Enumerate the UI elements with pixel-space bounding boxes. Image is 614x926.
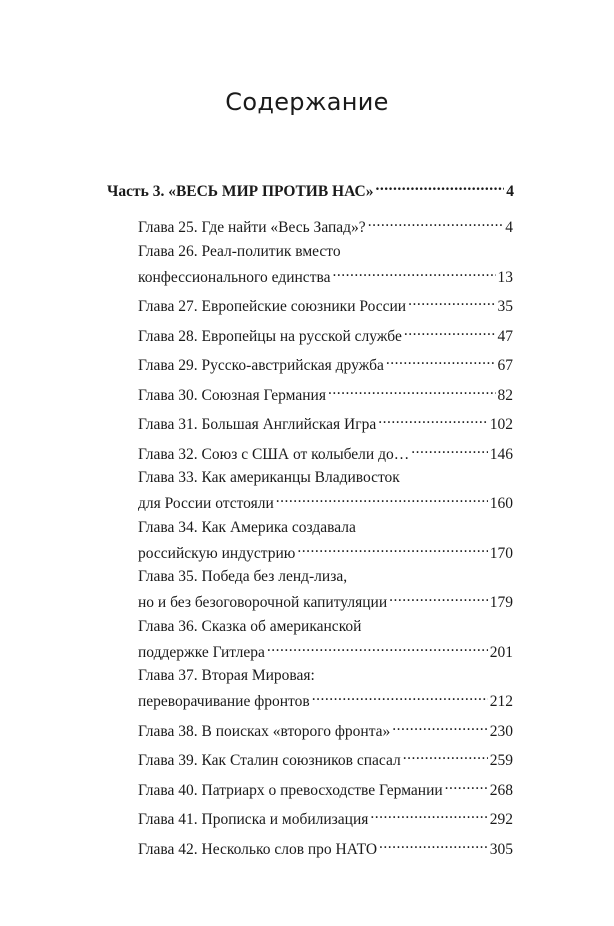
toc-entry-line [138,804,513,828]
part-title: Часть 3. «ВЕСЬ МИР ПРОТИВ НАС» [107,183,374,200]
toc-entry-line [138,488,513,512]
page-title: Содержание [225,88,389,116]
dot-leader [370,804,487,824]
chapter-title: но и без безоговорочной капитуляции [138,594,388,611]
dot-leader [445,775,488,795]
toc-entry-line [138,617,513,637]
toc-entry[interactable] [138,321,513,345]
chapter-title: Глава 37. Вторая Мировая: [138,667,315,684]
toc-entry[interactable] [138,804,513,828]
toc-entry-line [138,666,513,686]
dot-leader [404,321,496,341]
toc-entry-line [138,380,513,404]
toc-entry-line [138,834,513,858]
dot-leader [297,538,487,558]
chapter-title: российскую индустрию [138,544,296,562]
toc-entry[interactable] [138,380,513,404]
toc-entry-line [138,468,513,488]
chapter-title: Глава 27. Европейские союзники России [138,298,407,315]
page-number: 179 [489,594,513,611]
toc-entry[interactable] [138,350,513,374]
chapter-title: Глава 38. В поисках «второго фронта» [138,722,391,740]
toc-entry-line [138,350,513,374]
page-number: 47 [497,327,513,345]
dot-leader [332,262,495,282]
chapter-title: Глава 32. Союз с США от колыбели до… [138,445,410,463]
chapter-title: Глава 30. Союзная Германия [138,386,326,404]
toc-part-heading[interactable] [107,176,514,202]
toc-entry-line [138,686,513,710]
dot-leader [408,291,495,311]
dot-leader [389,587,488,607]
page-number: 212 [489,693,513,710]
page-number: 4 [506,183,514,200]
dot-leader [392,716,487,736]
dot-leader [312,686,488,706]
toc-entry[interactable] [138,409,513,433]
toc-entry[interactable] [138,518,513,562]
toc-entry-line [138,439,513,463]
dot-leader [267,637,488,657]
chapter-title: Глава 33. Как американцы Владивосток [138,469,400,486]
page-number: 13 [497,268,513,286]
chapter-title: Глава 28. Европейцы на русской службе [138,327,402,345]
toc-entry[interactable] [138,291,513,315]
dot-leader [368,212,504,232]
dot-leader [378,409,488,429]
page-number: 102 [489,416,513,433]
chapter-title: Глава 25. Где найти «Весь Запад»? [138,219,366,236]
toc-entry[interactable] [138,617,513,661]
page-number: 4 [505,219,513,236]
toc-entry[interactable] [138,834,513,858]
page-number: 305 [489,840,513,858]
toc-entry-line [138,242,513,262]
toc-entry-line [138,409,513,433]
chapter-title: поддержке Гитлера [138,643,265,661]
toc-entry-line [138,775,513,799]
chapter-title: Глава 35. Победа без ленд-лиза, [138,568,348,585]
chapter-title: Глава 40. Патриарх о превосходстве Германии [138,781,443,799]
toc-entry-line [138,637,513,661]
page-number: 201 [489,643,513,661]
toc-entry[interactable] [138,567,513,611]
toc-entry-line [138,587,513,611]
toc-entry[interactable] [138,439,513,463]
chapter-title: Глава 31. Большая Английская Игра [138,416,377,433]
toc-entry-line [138,538,513,562]
dot-leader [379,834,488,854]
toc-entry[interactable] [138,775,513,799]
page-number: 259 [489,752,513,769]
toc-entry-line [138,212,513,236]
dot-leader [411,439,488,459]
page-number: 82 [497,386,513,404]
toc-entry-line [138,716,513,740]
chapter-title: Глава 36. Сказка об американской [138,617,362,635]
chapter-title: Глава 34. Как Америка создавала [138,518,356,536]
chapter-title: Глава 26. Реал-политик вместо [138,242,341,260]
toc-entry-line [138,321,513,345]
page-number: 35 [497,298,513,315]
page-number: 170 [489,544,513,562]
dot-leader [403,745,488,765]
chapter-title: Глава 42. Несколько слов про НАТО [138,840,378,858]
dot-leader [375,176,504,196]
page-number: 160 [489,495,513,512]
chapter-title: Глава 41. Прописка и мобилизация [138,811,369,828]
toc-entry-line [138,291,513,315]
toc-entry-line [138,518,513,538]
dot-leader [386,350,496,370]
toc-entry[interactable] [138,212,513,236]
toc-entry[interactable] [138,666,513,710]
dot-leader [328,380,496,400]
page-number: 268 [489,781,513,799]
chapter-title: для России отстояли [138,495,274,512]
chapter-title: конфессионального единства [138,268,331,286]
page-number: 146 [489,445,513,463]
dot-leader [276,488,488,508]
toc-entry[interactable] [138,242,513,286]
toc-entry-line [138,745,513,769]
toc-entry-line [138,262,513,286]
page-number: 230 [489,722,513,740]
toc-entry-line [138,567,513,587]
toc-entry[interactable] [138,716,513,740]
toc-entry[interactable] [138,468,513,512]
page-number: 292 [489,811,513,828]
chapter-title: Глава 29. Русско-австрийская дружба [138,357,384,374]
chapter-title: переворачивание фронтов [138,693,310,710]
page-number: 67 [497,357,513,374]
toc-entry[interactable] [138,745,513,769]
chapter-title: Глава 39. Как Сталин союзников спасал [138,752,401,769]
